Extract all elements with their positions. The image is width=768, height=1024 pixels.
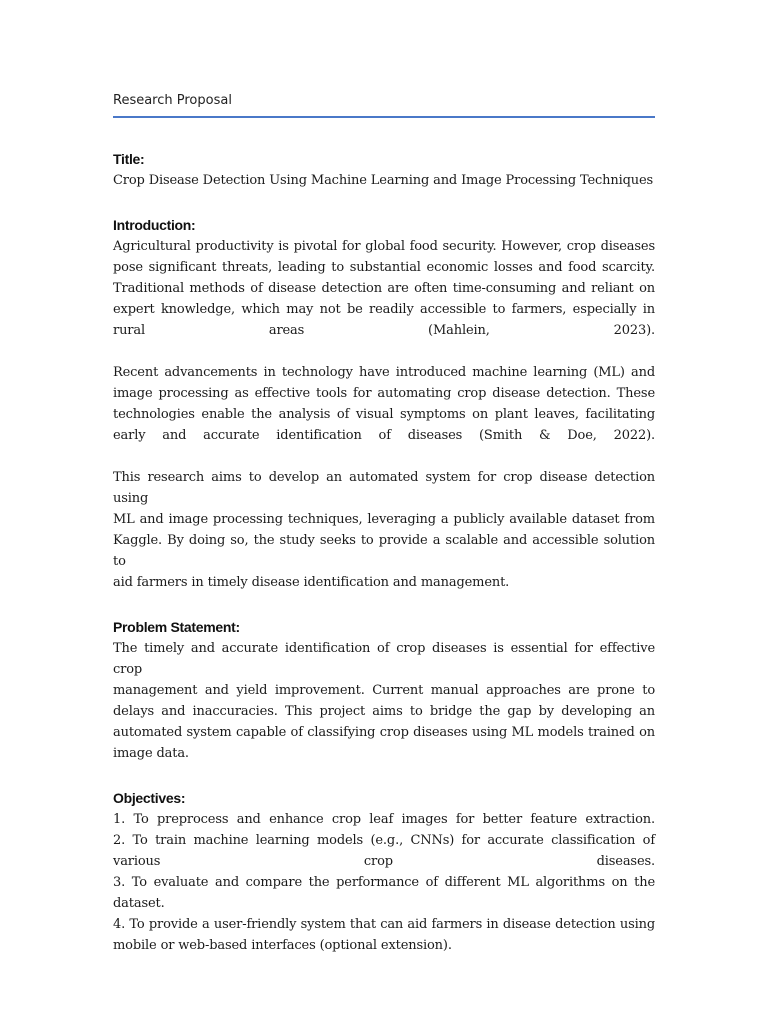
paragraph-line: This research aims to develop an automated system for crop disease detection using (113, 470, 655, 506)
introduction-heading: Introduction: (113, 217, 196, 233)
objective-item: 1. To preprocess and enhance crop leaf images for better feature extraction. (113, 812, 655, 827)
paragraph-line: image data. (113, 746, 189, 761)
paragraph-line: image processing as effective tools for automating crop disease detection. These (113, 386, 655, 401)
objectives-section (113, 788, 655, 956)
title-heading: Title: (113, 151, 145, 167)
introduction-paragraph-1 (113, 236, 655, 341)
paragraph-line: The timely and accurate identification of crop diseases is essential for effective crop (113, 641, 655, 677)
objective-item: various crop diseases. (113, 854, 655, 869)
introduction-paragraph-2 (113, 362, 655, 446)
paragraph-line: automated system capable of classifying crop diseases using ML models trained on (113, 725, 655, 740)
objectives-list (113, 809, 655, 956)
problem-statement-paragraph (113, 638, 655, 764)
introduction-section (113, 215, 655, 593)
objective-item: mobile or web-based interfaces (optional extension). (113, 938, 452, 953)
paragraph-line: Traditional methods of disease detection are often time-consuming and reliant on (113, 281, 655, 296)
paragraph-line: ML and image processing techniques, leveraging a publicly available dataset from (113, 512, 655, 527)
objective-item: 4. To provide a user-friendly system that can aid farmers in disease detection using (113, 917, 655, 932)
document-header-label: Research Proposal (113, 93, 232, 108)
paragraph-line: Agricultural productivity is pivotal for global food security. However, crop diseases (113, 239, 655, 254)
paragraph-line: delays and inaccuracies. This project aims to bridge the gap by developing an (113, 704, 655, 719)
paragraph-line: rural areas (Mahlein, 2023). (113, 323, 655, 338)
paragraph-line: technologies enable the analysis of visual symptoms on plant leaves, facilitating (113, 407, 655, 422)
objective-item: 3. To evaluate and compare the performance of different ML algorithms on the (113, 875, 655, 890)
problem-statement-heading: Problem Statement: (113, 619, 240, 635)
header-divider (113, 116, 655, 118)
paragraph-line: Recent advancements in technology have introduced machine learning (ML) and (113, 365, 655, 380)
objectives-heading: Objectives: (113, 790, 186, 806)
introduction-paragraph-3 (113, 467, 655, 593)
paragraph-line: management and yield improvement. Current manual approaches are prone to (113, 683, 655, 698)
paragraph-line: aid farmers in timely disease identification and management. (113, 575, 510, 590)
title-section (113, 149, 655, 191)
document-body (113, 149, 655, 956)
paragraph-line: expert knowledge, which may not be readily accessible to farmers, especially in (113, 302, 655, 317)
paragraph-line: early and accurate identification of diseases (Smith & Doe, 2022). (113, 428, 655, 443)
problem-statement-section (113, 617, 655, 764)
objective-item: dataset. (113, 896, 165, 911)
objective-item: 2. To train machine learning models (e.g., CNNs) for accurate classification of (113, 833, 655, 848)
paragraph-line: pose significant threats, leading to substantial economic losses and food scarcity. (113, 260, 655, 275)
title-text: Crop Disease Detection Using Machine Learning and Image Processing Techniques (113, 173, 654, 188)
paragraph-line: Kaggle. By doing so, the study seeks to provide a scalable and accessible solution to (113, 533, 655, 569)
